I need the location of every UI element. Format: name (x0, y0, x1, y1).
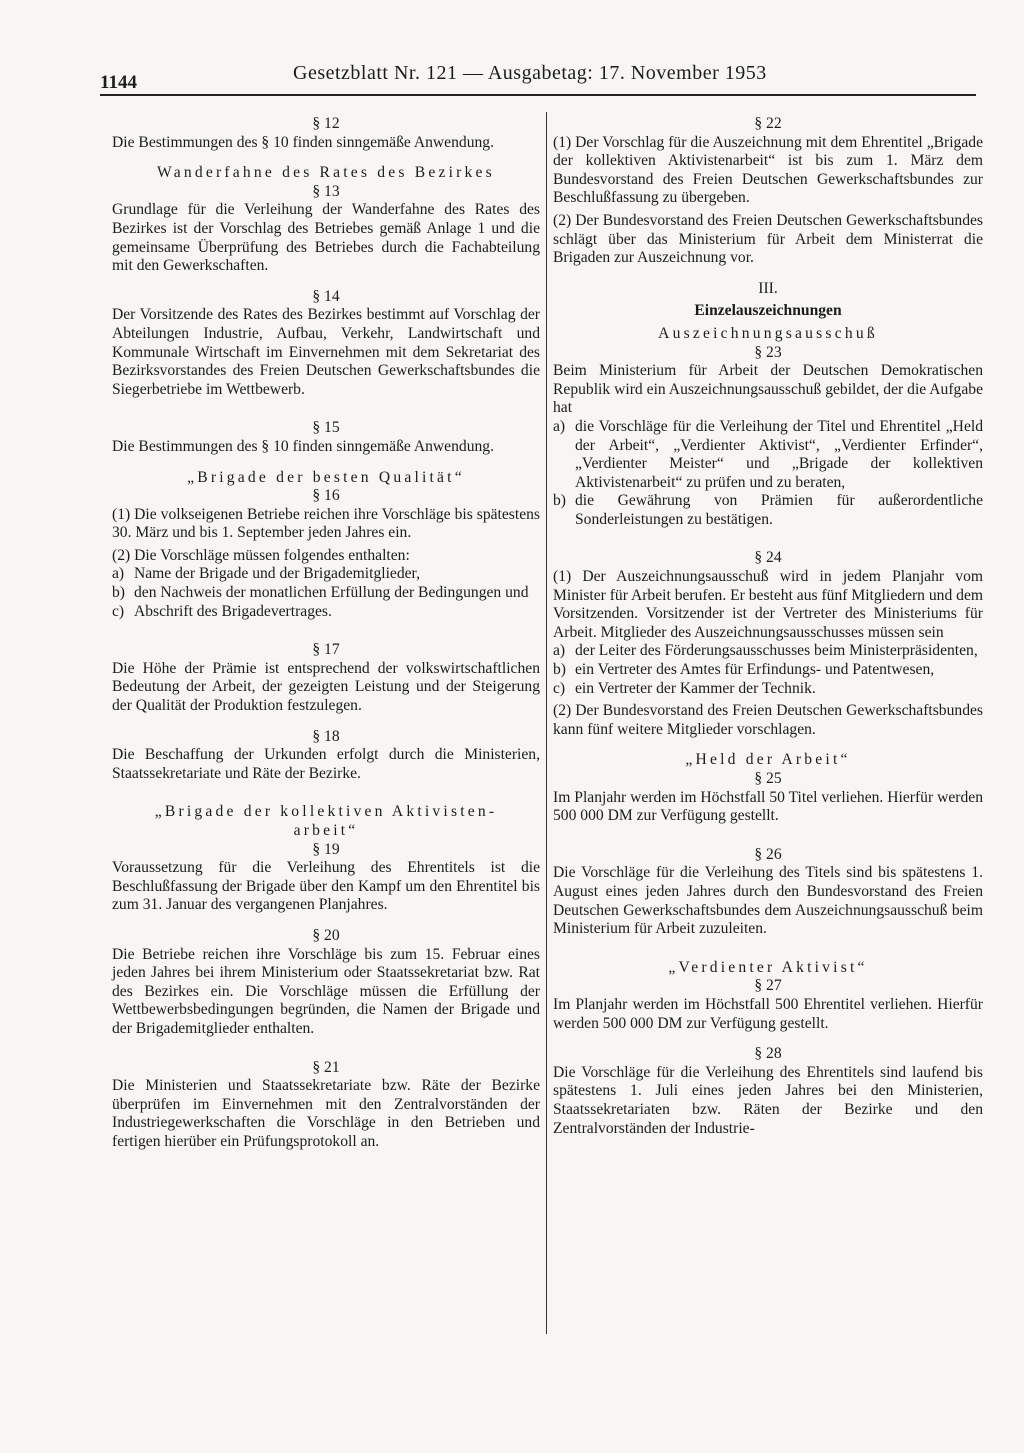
paragraph: Die Betriebe reichen ihre Vorschläge bis zum 15. Februar eines jeden Jahres bei ihrem Ministerium oder Staatssekretariat bzw. Rat des Bezirkes ein. Die Vorschläge müssen die Erfüllung der Wettbewerbsbedingungen begründen, die Namen der Brigade und der Brigademitglieder enthalten. (112, 945, 540, 1037)
list-item (553, 642, 983, 661)
paragraph: (1) Der Auszeichnungsausschuß wird in jedem Planjahr vom Minister für Arbeit berufen. Er besteht aus fünf Mitgliedern und dem Vorsitzenden. Vorsitzender ist der Vertreter des Ministeriums für Arbeit. Mitglieder des Auszeichnungsausschusses müssen sein (553, 568, 984, 641)
section-number: § 14 (312, 287, 340, 305)
section-number: § 21 (312, 1058, 340, 1076)
section-heading: „Held der Arbeit“ (685, 751, 851, 769)
paragraph: Die Bestimmungen des § 10 finden sinngemäße Anwendung. (112, 437, 494, 455)
list-item (553, 680, 983, 699)
list-item (553, 492, 983, 529)
list-item-label: b) (553, 661, 566, 679)
paragraph: Die Vorschläge für die Verleihung des Titels sind bis spätestens 1. August eines jeden Jahres durch den Bundesvorstand des Freien Deutschen Gewerkschaftsbundes dem Auszeichnungsausschuß beim Ministerium für Arbeit zuzuleiten. (553, 864, 983, 938)
section-number: § 15 (312, 419, 340, 437)
section-number: § 24 (754, 549, 782, 567)
left-column (112, 115, 540, 1152)
list-item-label: a) (112, 565, 125, 583)
list-item-text: die Gewährung von Prämien für außerordentliche Sonderleistungen zu bestätigen. (575, 492, 983, 528)
paragraph: Beim Ministerium für Arbeit der Deutschen Demokratischen Republik wird ein Auszeichnungsausschuß gebildet, der die Aufgabe hat (553, 362, 983, 417)
list-item (553, 418, 983, 492)
paragraph: Grundlage für die Verleihung der Wanderfahne des Rates des Bezirkes ist der Vorschlag des Betriebes gemäß Anlage 1 und die gemeinsame Überprüfung des Betriebes durch die Fachabteilung mit den Gewerkschaften. (112, 201, 540, 275)
header-title: Gesetzblatt Nr. 121 — Ausgabetag: 17. November 1953 (293, 62, 767, 84)
section-number: § 12 (312, 115, 340, 132)
section-number: § 13 (312, 182, 340, 200)
paragraph: Die Höhe der Prämie ist entsprechend der volkswirtschaftlichen Bedeutung der Arbeit, der gezeigten Leistung und der Steigerung der Qualität der Produktion festzulegen. (112, 659, 540, 715)
paragraph: (1) Die volkseigenen Betriebe reichen ihre Vorschläge bis spätestens 30. März und bis 1. September jeden Jahres ein. (112, 505, 540, 542)
page-number: 1144 (100, 72, 137, 93)
section-heading: arbeit“ (293, 822, 359, 839)
list-item-text: Abschrift des Brigadevertrages. (134, 602, 332, 620)
section-number: § 27 (754, 977, 782, 995)
section-number: § 23 (754, 343, 782, 361)
paragraph: Die Ministerien und Staatssekretariate bzw. Räte der Bezirke überprüfen im Einvernehmen mit den Zentralvorständen der Industriegewerkschaften die Vorschläge in den Betrieben und fertigen hierüber ein Prüfungsprotokoll an. (112, 1077, 540, 1150)
list-item-label: a) (553, 642, 566, 660)
list-item-text: ein Vertreter des Amtes für Erfindungs- und Patentwesen, (575, 661, 935, 679)
section-number: § 20 (312, 926, 340, 944)
section-number: § 17 (312, 641, 340, 659)
paragraph: Im Planjahr werden im Höchstfall 500 Ehrentitel verliehen. Hierfür werden 500 000 DM zur Verfügung gestellt. (553, 995, 983, 1032)
section-number: § 19 (312, 840, 340, 858)
section-number: § 22 (754, 115, 782, 132)
list-item-label: b) (112, 584, 125, 602)
list-item-label: a) (553, 417, 566, 435)
list-item (553, 661, 983, 680)
paragraph: Die Vorschläge für die Verleihung des Ehrentitels sind laufend bis spätestens 1. Juli eines jeden Jahres bei den Ministerien, Staatssekretariaten bzw. Räten der Bezirke und den Zentralvorständen der Industrie- (553, 1063, 983, 1137)
section-heading: „Verdienter Aktivist“ (668, 958, 868, 976)
list-item (112, 603, 540, 622)
list-item-label: c) (553, 679, 566, 697)
paragraph: (2) Die Vorschläge müssen folgendes enthalten: (112, 546, 410, 564)
paragraph: (2) Der Bundesvorstand des Freien Deutschen Gewerkschaftsbundes schlägt über das Ministerium für Arbeit dem Ministerrat die Brigaden zur Auszeichnung vor. (553, 211, 983, 267)
part-number: III. (758, 279, 778, 297)
paragraph: Die Bestimmungen des § 10 finden sinngemäße Anwendung. (112, 133, 494, 151)
section-number: § 16 (312, 487, 340, 505)
list-item (112, 584, 540, 603)
list-item (112, 565, 540, 584)
paragraph: Voraussetzung für die Verleihung des Ehrentitels ist die Beschlußfassung der Brigade über den Kampf um den Ehrentitel bis zum 31. Januar des vergangenen Planjahres. (112, 859, 540, 914)
right-column (553, 115, 983, 1138)
list-item-text: den Nachweis der monatlichen Erfüllung der Bedingungen und (134, 584, 529, 602)
list-item-text: ein Vertreter der Kammer der Technik. (575, 679, 816, 697)
list-item-text: die Vorschläge für die Verleihung der Titel und Ehrentitel „Held der Arbeit“, „Verdienter Aktivist“, „Verdienter Erfinder“, „Verdienter Meister“ und „Brigade der kollektiven Aktivistenarbeit“ zu prüfen und zu beraten, (575, 417, 983, 491)
section-heading: „Brigade der besten Qualität“ (187, 468, 465, 486)
paragraph: Der Vorsitzende des Rates des Bezirkes bestimmt auf Vorschlag der Abteilungen Industrie, Aufbau, Verkehr, Landwirtschaft und Kommunale Wirtschaft im Einvernehmen mit dem Sekretariat des Bezirksvorstandes des Freien Deutschen Gewerkschaftsbundes die Siegerbetriebe im Wettbewerb. (112, 306, 540, 398)
paragraph: Im Planjahr werden im Höchstfall 50 Titel verliehen. Hierfür werden 500 000 DM zur Verfügung gestellt. (553, 788, 983, 825)
list-item-text: der Leiter des Förderungsausschusses beim Ministerpräsidenten, (575, 642, 978, 660)
part-title: Einzelauszeichnungen (694, 302, 842, 320)
list-item-label: b) (553, 492, 566, 510)
section-heading: Wanderfahne des Rates des Bezirkes (157, 164, 495, 182)
section-number: § 18 (312, 727, 340, 745)
paragraph: (1) Der Vorschlag für die Auszeichnung mit dem Ehrentitel „Brigade der kollektiven Aktivistenarbeit“ ist bis zum 1. März dem Bundesvorstand des Freien Deutschen Gewerkschaftsbundes zur Beschlußfassung zu übergeben. (553, 133, 983, 207)
list-item-text: Name der Brigade und der Brigademitglieder, (134, 565, 421, 583)
section-number: § 28 (754, 1045, 782, 1063)
section-number: § 25 (754, 770, 782, 787)
section-number: § 26 (754, 845, 782, 863)
list-item-label: c) (112, 602, 125, 620)
section-heading: „Brigade der kollektiven Aktivisten- (154, 803, 498, 821)
paragraph: (2) Der Bundesvorstand des Freien Deutschen Gewerkschaftsbundes kann fünf weitere Mitglieder vorschlagen. (553, 702, 983, 738)
column-divider (546, 112, 547, 1334)
paragraph: Die Beschaffung der Urkunden erfolgt durch die Ministerien, Staatssekretariate und Räte der Bezirke. (112, 746, 540, 782)
section-heading: Auszeichnungsausschuß (658, 324, 878, 342)
page-header (100, 60, 976, 96)
